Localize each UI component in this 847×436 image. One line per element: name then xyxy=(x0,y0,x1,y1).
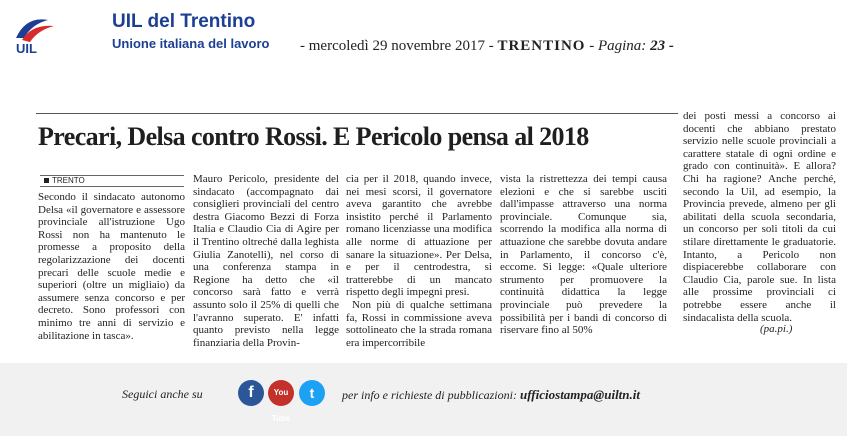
uil-logo-text: UIL xyxy=(16,41,37,56)
section-label: TRENTO xyxy=(52,176,85,185)
paragraph: Mauro Pericolo, presidente del sindacato (accompagnato dai consiglieri provinciali del centro destra Giacomo Bezzi di Forza Italia e Claudio Cia di Agire per il Trentino oltreché dalla leghista Giulia Zanotelli), nel corso di una conferenza stampa in Regione ha detto che «il concorso sarà fatto e verrà assunto solo il 25% di quelli che l'avranno superato. E' infatti quanto previsto nella legge finanziaria della Provin- xyxy=(193,173,339,349)
facebook-icon[interactable] xyxy=(238,380,264,406)
section-tag xyxy=(40,175,184,187)
page-label: - Pagina: xyxy=(589,38,647,54)
page-number: 23 - xyxy=(650,38,674,54)
paragraph: cia per il 2018, quando invece, nei mesi scorsi, il governatore aveva garantito che avrebbe insistito perché il Parlamento romano licenziasse una modifica alle norme di attuazione per sanare la situazione». Per Delsa, e per il centrodestra, si tratterebbe di un mancato rispetto degli impegni presi. xyxy=(346,173,492,299)
paragraph: Non più di qualche settimana fa, Rossi in commissione aveva sottolineato che la strada romana era impercorribile xyxy=(346,298,492,349)
org-subtitle: Unione italiana del lavoro xyxy=(112,36,270,51)
email-link[interactable]: ufficiostampa@uiltn.it xyxy=(519,387,640,402)
org-name: UIL del Trentino xyxy=(112,11,256,32)
uil-logo xyxy=(12,14,60,56)
article-column-5 xyxy=(683,110,836,324)
dateline xyxy=(300,38,674,55)
article-headline: Precari, Delsa contro Rossi. E Pericolo pensa al 2018 xyxy=(38,122,589,151)
youtube-icon[interactable] xyxy=(268,380,294,423)
square-bullet-icon xyxy=(44,178,49,183)
paragraph: vista la ristrettezza dei tempi causa elezioni e che si sarebbe usciti dall'impasse attraverso una norma provinciale. Comunque sia, scorrendo la modifica alla norma di attuazione che sarebbe dovuta andare in Parlamento, il concorso c'è, eccome. Si legge: «Quale ulteriore strumento per promuovere la continuità didattica la legge provinciale può prevedere la possibilità per i bandi di concorso di riservare fino al 50% xyxy=(500,173,667,337)
info-label: per info e richieste di pubblicazioni: xyxy=(342,388,517,402)
contact-info xyxy=(342,387,640,403)
article-column-1 xyxy=(38,191,185,342)
follow-label: Seguici anche su xyxy=(122,387,203,401)
twitter-glyph: t xyxy=(309,385,315,401)
twitter-icon[interactable] xyxy=(299,380,325,406)
youtube-glyph: You Tube xyxy=(271,388,291,423)
paragraph: Secondo il sindacato autonomo Delsa «il governatore e assessore provinciale all'istruzione Ugo Rossi non ha mantenuto le promesse a proposito della regolarizzazione dei docenti precari delle scuole medie e superiori (oltre un migliaio) da assumere senza concorso e per decreto. Sono professori con minimo tre anni di servizio e abilitazione in tasca». xyxy=(38,191,185,342)
article-column-2 xyxy=(193,173,339,349)
paragraph: dei posti messi a concorso ai docenti che abbiano prestato servizio nelle scuole provinciali a carattere statale di ogni ordine e grado con continuità». E allora? Chi ha ragione? Anche perché, secondo la Uil, ad esempio, la Provincia prevede, almeno per gli abilitati della scuola secondaria, un concorso per soli titoli da cui stilare direttamente le graduatorie. Intanto, a Pericolo non dispiacerebbe collaborare con Claudio Cia, parole sue. In lista alle prossime provinciali ci potrebbe essere anche il sindacalista della scuola. xyxy=(683,110,836,324)
issue-date: - mercoledì 29 novembre 2017 - xyxy=(300,38,494,54)
facebook-glyph: f xyxy=(248,384,254,401)
article-column-4 xyxy=(500,173,667,337)
byline: (pa.pi.) xyxy=(760,323,793,335)
headline-rule xyxy=(36,113,678,114)
region-name: TRENTINO xyxy=(497,38,586,54)
article-column-3 xyxy=(346,173,492,349)
